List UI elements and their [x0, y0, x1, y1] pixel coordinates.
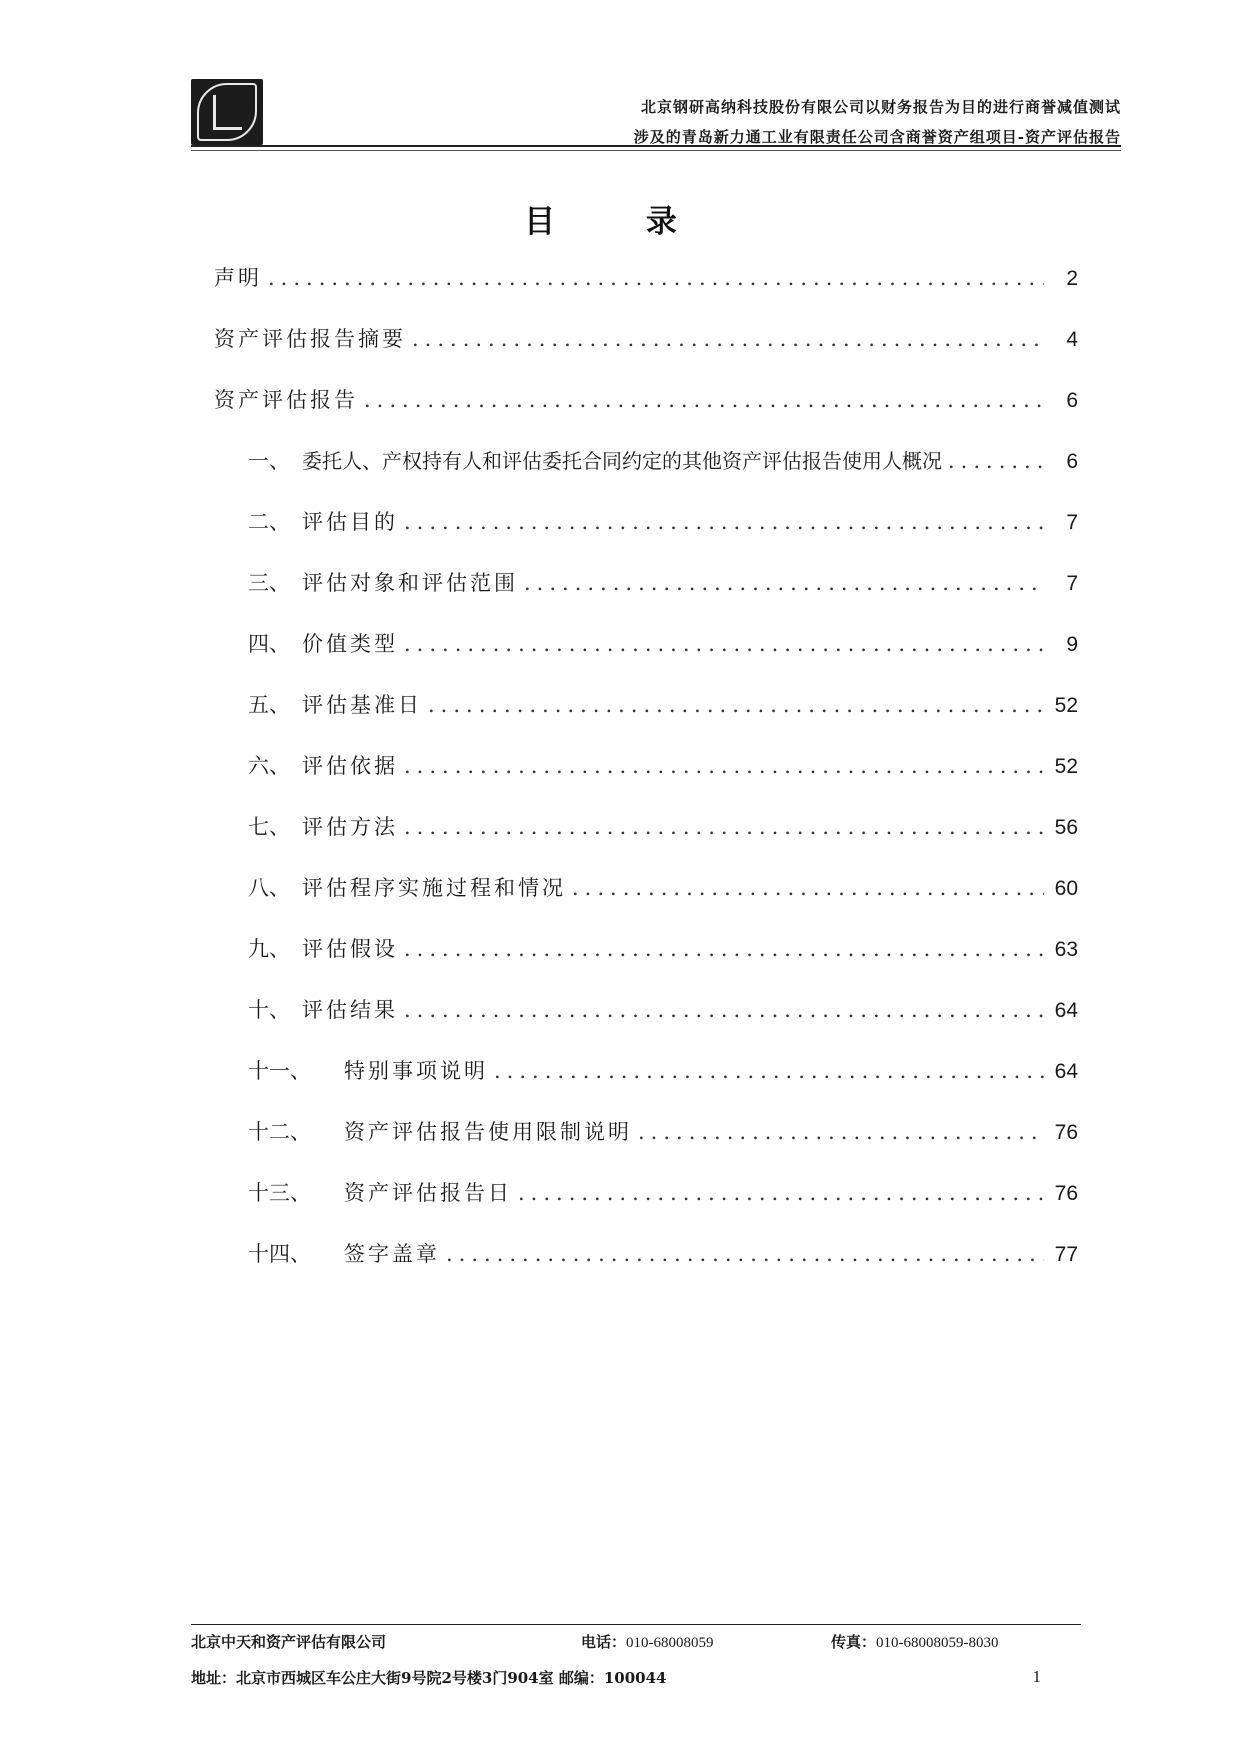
footer-fax-number: 010-68008059-8030	[876, 1635, 999, 1651]
footer-contact-line	[191, 1631, 1061, 1659]
toc-leader-dots	[412, 327, 1044, 351]
toc-entry[interactable]	[214, 811, 1078, 872]
toc-entry-label: 资产评估报告摘要	[214, 327, 406, 351]
toc-entry-label: 评估方法	[302, 815, 398, 839]
toc-leader-dots	[404, 754, 1044, 778]
toc-entry-number: 四、	[248, 632, 290, 656]
footer-fax	[831, 1631, 999, 1652]
header-line-2: 涉及的青岛新力通工业有限责任公司含商誉资产组项目-资产评估报告	[633, 128, 1121, 146]
toc-entry-label: 委托人、产权持有人和评估委托合同约定的其他资产评估报告使用人概况	[302, 449, 942, 473]
toc-leader-dots	[524, 571, 1044, 595]
toc-entry-number: 九、	[248, 937, 290, 961]
toc-entry-number: 十、	[248, 998, 290, 1022]
page-number: 1	[1032, 1667, 1041, 1686]
footer-phone-label: 电话：	[581, 1633, 627, 1651]
toc-entry-page: 60	[1054, 877, 1078, 900]
toc-entry[interactable]	[214, 384, 1078, 445]
footer-address: 地址：北京市西城区车公庄大街9号院2号楼3门904室 邮编：100044	[191, 1669, 667, 1687]
toc-leader-dots	[364, 388, 1044, 412]
toc-leader-dots	[404, 815, 1044, 839]
footer-phone-number: 010-68008059	[626, 1635, 714, 1651]
toc-entry-number: 十二、	[248, 1120, 311, 1144]
toc-entry[interactable]	[214, 262, 1078, 323]
toc-entry-page: 2	[1066, 267, 1078, 290]
toc-entry[interactable]	[214, 445, 1078, 506]
toc-entry-label: 价值类型	[302, 632, 398, 656]
toc-entry-label: 资产评估报告使用限制说明	[344, 1120, 632, 1144]
toc-entry-page: 76	[1054, 1182, 1078, 1205]
toc-entry-page: 77	[1054, 1243, 1078, 1266]
toc-leader-dots	[638, 1120, 1044, 1144]
toc-entry-page: 56	[1054, 816, 1078, 839]
toc-entry-page: 4	[1066, 328, 1078, 351]
toc-entry[interactable]	[214, 994, 1078, 1055]
toc-entry[interactable]	[214, 1177, 1078, 1238]
toc-entry-label: 签字盖章	[344, 1242, 440, 1266]
toc-entry-page: 7	[1066, 572, 1078, 595]
company-logo	[191, 79, 263, 145]
header-rule-thin	[191, 150, 1121, 151]
toc-entry[interactable]	[214, 506, 1078, 567]
footer-rule	[191, 1624, 1081, 1625]
toc-entry-label: 评估假设	[302, 937, 398, 961]
toc-entry-label: 评估目的	[302, 510, 398, 534]
toc-entry-number: 六、	[248, 754, 290, 778]
toc-leader-dots	[268, 266, 1044, 290]
toc-entry-label: 评估对象和评估范围	[302, 571, 518, 595]
toc-entry-page: 52	[1054, 755, 1078, 778]
toc-entry-page: 76	[1054, 1121, 1078, 1144]
toc-entry-page: 52	[1054, 694, 1078, 717]
toc-entry[interactable]	[214, 1116, 1078, 1177]
toc-entry-number: 三、	[248, 571, 290, 595]
toc-entry[interactable]	[214, 933, 1078, 994]
toc-entry-page: 6	[1066, 389, 1078, 412]
toc-entry-number: 二、	[248, 510, 290, 534]
toc-entry[interactable]	[214, 567, 1078, 628]
toc-entry-page: 64	[1054, 1060, 1078, 1083]
toc-entry-label: 评估基准日	[302, 693, 422, 717]
toc-entry[interactable]	[214, 750, 1078, 811]
header-line-1: 北京钢研高纳科技股份有限公司以财务报告为目的进行商誉减值测试	[640, 98, 1121, 116]
toc-entry[interactable]	[214, 323, 1078, 384]
toc-leader-dots	[404, 937, 1044, 961]
toc-entry-number: 八、	[248, 876, 290, 900]
toc-entry-number: 七、	[248, 815, 290, 839]
toc-leader-dots	[948, 449, 1044, 473]
toc-entry-label: 资产评估报告日	[344, 1181, 512, 1205]
toc-entry-label: 评估程序实施过程和情况	[302, 876, 566, 900]
table-of-contents	[214, 262, 1078, 1299]
toc-leader-dots	[494, 1059, 1044, 1083]
toc-entry-label: 声明	[214, 266, 262, 290]
toc-entry[interactable]	[214, 1238, 1078, 1299]
toc-leader-dots	[404, 632, 1044, 656]
toc-leader-dots	[404, 510, 1044, 534]
toc-entry-page: 9	[1066, 633, 1078, 656]
toc-entry-number: 一、	[248, 449, 290, 473]
toc-entry-number: 十一、	[248, 1059, 311, 1083]
toc-entry-label: 特别事项说明	[344, 1059, 488, 1083]
toc-title: 目 录	[524, 204, 717, 240]
toc-entry[interactable]	[214, 872, 1078, 933]
toc-leader-dots	[404, 998, 1044, 1022]
header-rule	[191, 145, 1121, 147]
footer-phone	[581, 1631, 714, 1652]
toc-leader-dots	[518, 1181, 1044, 1205]
toc-entry-number: 十四、	[248, 1242, 311, 1266]
logo-mark-icon	[197, 83, 257, 141]
toc-entry-page: 7	[1066, 511, 1078, 534]
toc-entry[interactable]	[214, 1055, 1078, 1116]
footer-company-name: 北京中天和资产评估有限公司	[191, 1633, 387, 1651]
toc-entry-number: 五、	[248, 693, 290, 717]
toc-entry-page: 6	[1066, 450, 1078, 473]
toc-entry-label: 资产评估报告	[214, 388, 358, 412]
toc-entry[interactable]	[214, 689, 1078, 750]
toc-leader-dots	[446, 1242, 1044, 1266]
toc-entry-label: 评估依据	[302, 754, 398, 778]
toc-leader-dots	[428, 693, 1044, 717]
footer-address-line	[191, 1667, 1061, 1695]
running-header	[634, 92, 1121, 152]
toc-entry[interactable]	[214, 628, 1078, 689]
toc-entry-number: 十三、	[248, 1181, 311, 1205]
toc-entry-page: 63	[1054, 938, 1078, 961]
toc-entry-page: 64	[1054, 999, 1078, 1022]
toc-leader-dots	[572, 876, 1044, 900]
footer-fax-label: 传真：	[831, 1633, 877, 1651]
toc-entry-label: 评估结果	[302, 998, 398, 1022]
